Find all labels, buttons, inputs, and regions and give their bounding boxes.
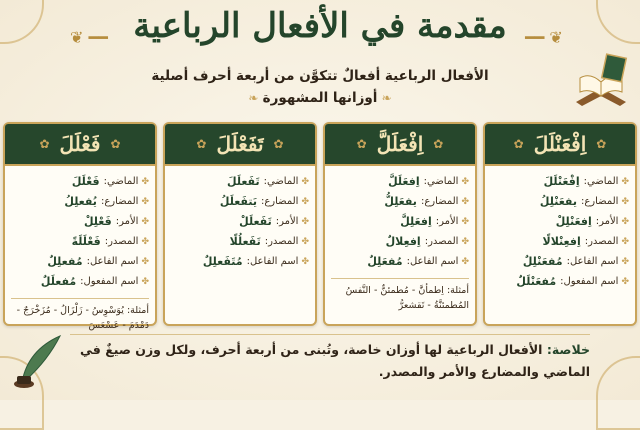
row-active-participle: ✤ اسم الفاعل: مُتَفَعلِلٌ xyxy=(202,255,309,268)
flourish-ornament-icon: ✿ xyxy=(110,137,121,151)
row-past: ✤ الماضي: تَفَعلَلَ xyxy=(227,175,309,188)
row-present: ✤ المضارع: يَتفَعلَلُ xyxy=(219,195,309,208)
card-ifalalla xyxy=(323,122,477,326)
flourish-ornament-icon: ✿ xyxy=(196,137,207,151)
row-masdar: ✤ المصدر: فَعْلَلَةً xyxy=(71,235,149,248)
row-present: ✤ المضارع: يفعَنْلِلُ xyxy=(539,195,629,208)
row-masdar: ✤ المصدر: اِفعِلالٌ xyxy=(385,235,469,248)
row-masdar: ✤ المصدر: اِفعِنْلالًا xyxy=(542,235,629,248)
card-ifanlala xyxy=(483,122,637,326)
flourish-ornament-icon: ✿ xyxy=(273,137,284,151)
intro-line: الأفعال الرباعية أفعالٌ تتكوَّن من أربعة أحرف أصلية xyxy=(151,68,489,84)
card-header xyxy=(5,124,155,166)
corner-ornament-top-right xyxy=(596,0,640,44)
row-imperative: ✤ الأمر: اِفعَلِلَّ xyxy=(400,215,469,228)
flourish-ornament-icon: ━━ ❦ xyxy=(525,28,563,47)
corner-ornament-bottom-right xyxy=(596,356,640,430)
subheading: ❧ أوزانها المشهورة ❧ xyxy=(248,90,392,106)
summary-text: الأفعال الرباعية لها أوزان خاصة، وتُبنى من أربعة أحرف، ولكل وزن صيغٌ في الماضي والمضارع والأمر والمصدر. xyxy=(80,342,590,379)
quran-book-icon xyxy=(568,48,634,114)
card-header xyxy=(485,124,635,166)
row-imperative: ✤ الأمر: تَفَعلَلْ xyxy=(239,215,309,228)
card-title: اِفْعَنْلَلَ xyxy=(533,132,587,156)
row-active-participle: ✤ اسم الفاعل: مُفعَنْلِلٌ xyxy=(522,255,629,268)
card-header xyxy=(165,124,315,166)
flourish-ornament-icon: ✿ xyxy=(433,137,444,151)
row-past: ✤ الماضي: فَعْلَلَ xyxy=(71,175,149,188)
quill-ink-icon xyxy=(8,330,68,390)
row-present: ✤ المضارع: يُفعلِلُ xyxy=(64,195,149,208)
page-title: مقدمة في الأفعال الرباعية xyxy=(133,6,507,46)
summary-block xyxy=(70,334,590,383)
row-present: ✤ المضارع: يفعَلِلُّ xyxy=(384,195,469,208)
flourish-ornament-icon: ✿ xyxy=(356,137,367,151)
row-passive-participle: ✤ اسم المفعول: مُفعَنْلَلٌ xyxy=(516,275,629,288)
row-imperative: ✤ الأمر: فَعْلِلْ xyxy=(83,215,149,228)
card-title: فَعْلَلَ xyxy=(59,132,101,156)
row-active-participle: ✤ اسم الفاعل: مُفعَلِلٌ xyxy=(367,255,469,268)
flourish-ornament-icon: ✿ xyxy=(596,137,607,151)
row-imperative: ✤ الأمر: اِفعَنْلِلْ xyxy=(555,215,629,228)
card-title: تَفَعْلَلَ xyxy=(216,132,264,156)
corner-ornament-top-left xyxy=(0,0,44,44)
examples-block: أمثلة: يُوَسْوِسُ - زَلْزَالُ - مُزَخْرَجٌ - دَمْدَمَ - عَسْعَسَ xyxy=(11,298,149,333)
card-title: اِفْعَلَلَّ xyxy=(376,132,424,156)
card-header xyxy=(325,124,475,166)
flourish-ornament-icon: ✿ xyxy=(39,137,50,151)
summary-label: خلاصة: xyxy=(546,342,590,357)
flourish-ornament-icon: ❦ ━━ xyxy=(70,28,108,47)
row-past: ✤ الماضي: اِفْعَنْلَلَ xyxy=(543,175,629,188)
flourish-ornament-icon: ✿ xyxy=(513,137,524,151)
row-active-participle: ✤ اسم الفاعل: مُفعلِلٌ xyxy=(47,255,149,268)
card-falala xyxy=(3,122,157,331)
row-passive-participle: ✤ اسم المفعول: مُفعلَلٌ xyxy=(40,275,149,288)
card-tafalala xyxy=(163,122,317,326)
row-past: ✤ الماضي: اِفعَلَلَّ xyxy=(388,175,469,188)
examples-block: أمثلة: اِطمأنَّ - مُطمئنٌّ - النَّفسُ المُطمئنَّةُ - تَقشعرُّ xyxy=(331,278,469,313)
row-masdar: ✤ المصدر: تَفَعلُلًا xyxy=(229,235,309,248)
